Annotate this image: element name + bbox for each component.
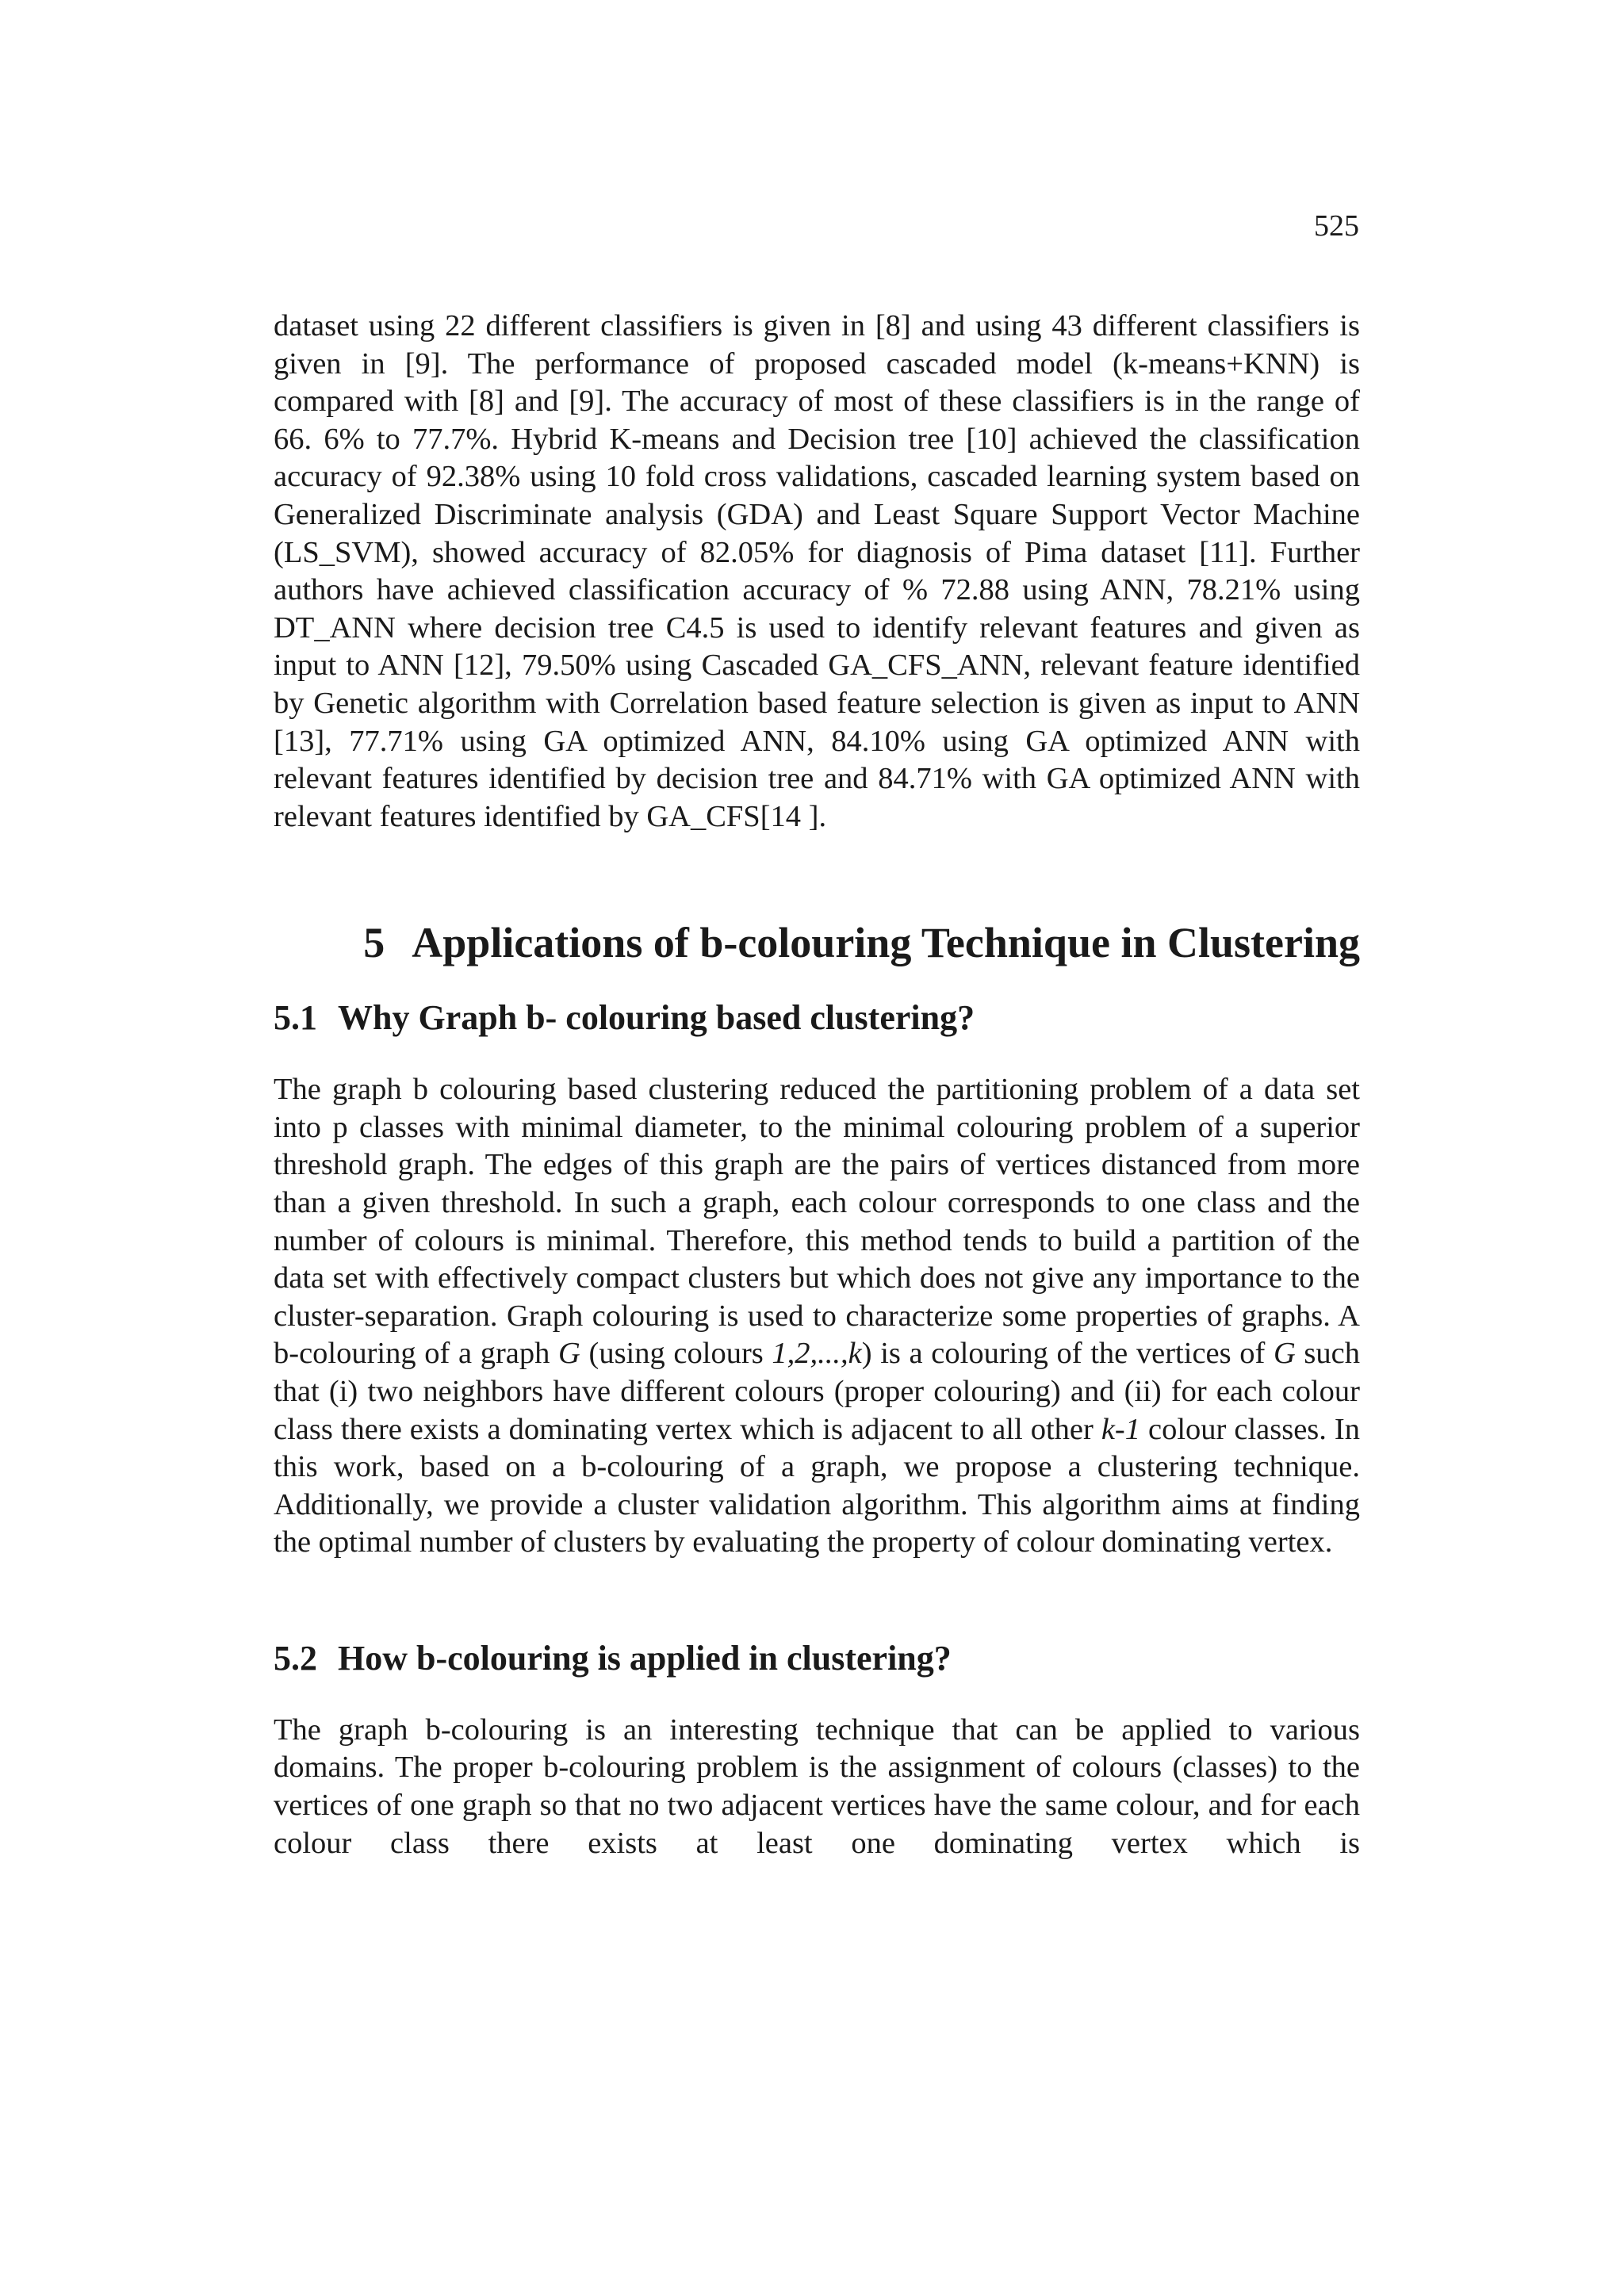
subsection-title-5-1: Why Graph b- colouring based clustering? xyxy=(338,998,975,1038)
subsection-5-1-paragraph xyxy=(274,1071,1360,1562)
section-title: Applications of b-colouring Technique in Clustering xyxy=(412,919,1360,967)
section-heading xyxy=(274,918,1360,967)
para-text-5: colour classes. In this work, based on a b-colouring of a graph, we propose a clustering technique. Additionally, we provide a cluster validation algorithm. This algorithm aims at finding the optimal number of clusters by evaluating the property of colour dominating vertex. xyxy=(274,1412,1360,1559)
k-minus-one: k-1 xyxy=(1101,1412,1140,1446)
section-number: 5 xyxy=(363,919,385,967)
para-text-1: The graph b colouring based clustering reduced the partitioning problem of a data set into p classes with minimal diameter, to the minimal colouring problem of a superior threshold graph. The edges of this graph are the pairs of vertices distanced from more than a given threshold. In such a graph, each colour corresponds to one class and the number of colours is minimal. Therefore, this method tends to build a partition of the data set with effectively compact clusters but which does not give any importance to the cluster-separation. Graph colouring is used to characterize some properties of graphs. A b-colouring of a graph xyxy=(274,1073,1360,1371)
para-text-4: such that (i) two neighbors have different colours (proper colouring) and (ii) for each colour class there exists a dominating vertex which is adjacent to all other xyxy=(274,1337,1361,1446)
page-number: 525 xyxy=(1314,209,1359,243)
subsection-number-5-1: 5.1 xyxy=(274,998,317,1038)
graph-symbol-g: G xyxy=(558,1337,580,1371)
subsection-heading-5-1 xyxy=(274,997,1360,1039)
graph-symbol-g-2: G xyxy=(1273,1337,1296,1371)
page-body xyxy=(274,308,1360,1862)
subsection-title-5-2: How b-colouring is applied in clustering? xyxy=(338,1638,952,1678)
colour-set: 1,2,...,k xyxy=(772,1337,862,1371)
intro-paragraph: dataset using 22 different classifiers is given in [8] and using 43 different classifiers is given in [9]. The performance of proposed cascaded model (k-means+KNN) is compared with [8] and [9]. The accuracy of most of these classifiers is in the range of 66. 6% to 77.7%. Hybrid K-means and Decision tree [10] achieved the classification accuracy of 92.38% using 10 fold cross validations, cascaded learning system based on Generalized Discriminate analysis (GDA) and Least Square Support Vector Machine (LS_SVM), showed accuracy of 82.05% for diagnosis of Pima dataset [11]. Further authors have achieved classification accuracy of % 72.88 using ANN, 78.21% using DT_ANN where decision tree C4.5 is used to identify relevant features and given as input to ANN [12], 79.50% using Cascaded GA_CFS_ANN, relevant feature identified by Genetic algorithm with Correlation based feature selection is given as input to ANN [13], 77.71% using GA optimized ANN, 84.10% using GA optimized ANN with relevant features identified by decision tree and 84.71% with GA optimized ANN with relevant features identified by GA_CFS[14 ]. xyxy=(274,309,1360,833)
subsection-5-2-paragraph: The graph b-colouring is an interesting technique that can be applied to various domains. The proper b-colouring problem is the assignment of colours (classes) to the vertices of one graph so that no two adjacent vertices have the same colour, and for each colour class there exists at least one dominating vertex which is xyxy=(274,1712,1360,1860)
para-text-2: (using colours xyxy=(580,1337,772,1371)
subsection-number-5-2: 5.2 xyxy=(274,1638,317,1678)
para-text-3: ) is a colouring of the vertices of xyxy=(861,1337,1274,1371)
subsection-heading-5-2 xyxy=(274,1638,1360,1680)
